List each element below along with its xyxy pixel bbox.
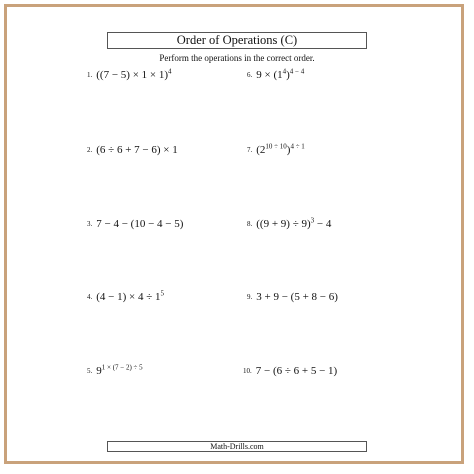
worksheet-instructions: Perform the operations in the correct order.	[159, 53, 315, 63]
problem-5: 5. $9^{1 \times (7 - 2) \div 5}$	[87, 363, 143, 377]
problem-8: 8. $((9 + 9) \div 9)^3 - 4$	[247, 216, 332, 230]
page-frame	[4, 4, 464, 464]
problem-10: 10. 7 − (6 ÷ 6 + 5 − 1)	[243, 365, 338, 377]
problem-1: 1. $((7 - 5) \times 1 \times 1)^4$	[87, 67, 172, 81]
problem-9: 9. 3 + 9 − (5 + 8 − 6)	[247, 291, 338, 303]
worksheet-footer: Math-Drills.com	[107, 441, 367, 452]
worksheet-title: Order of Operations (C)	[107, 32, 367, 49]
problem-4: 4. $(4 - 1) \times 4 \div 1^5$	[87, 289, 165, 303]
problem-7: 7. $(2^{10 \div 10})^{4 \div 1}$	[247, 142, 305, 156]
problem-3: 3. 7 − 4 − (10 − 4 − 5)	[87, 218, 184, 230]
problem-6: 6. $9 \times (1^4)^{4 - 4}$	[247, 67, 305, 81]
problem-2: 2. (6 ÷ 6 + 7 − 6) × 1	[87, 144, 178, 156]
